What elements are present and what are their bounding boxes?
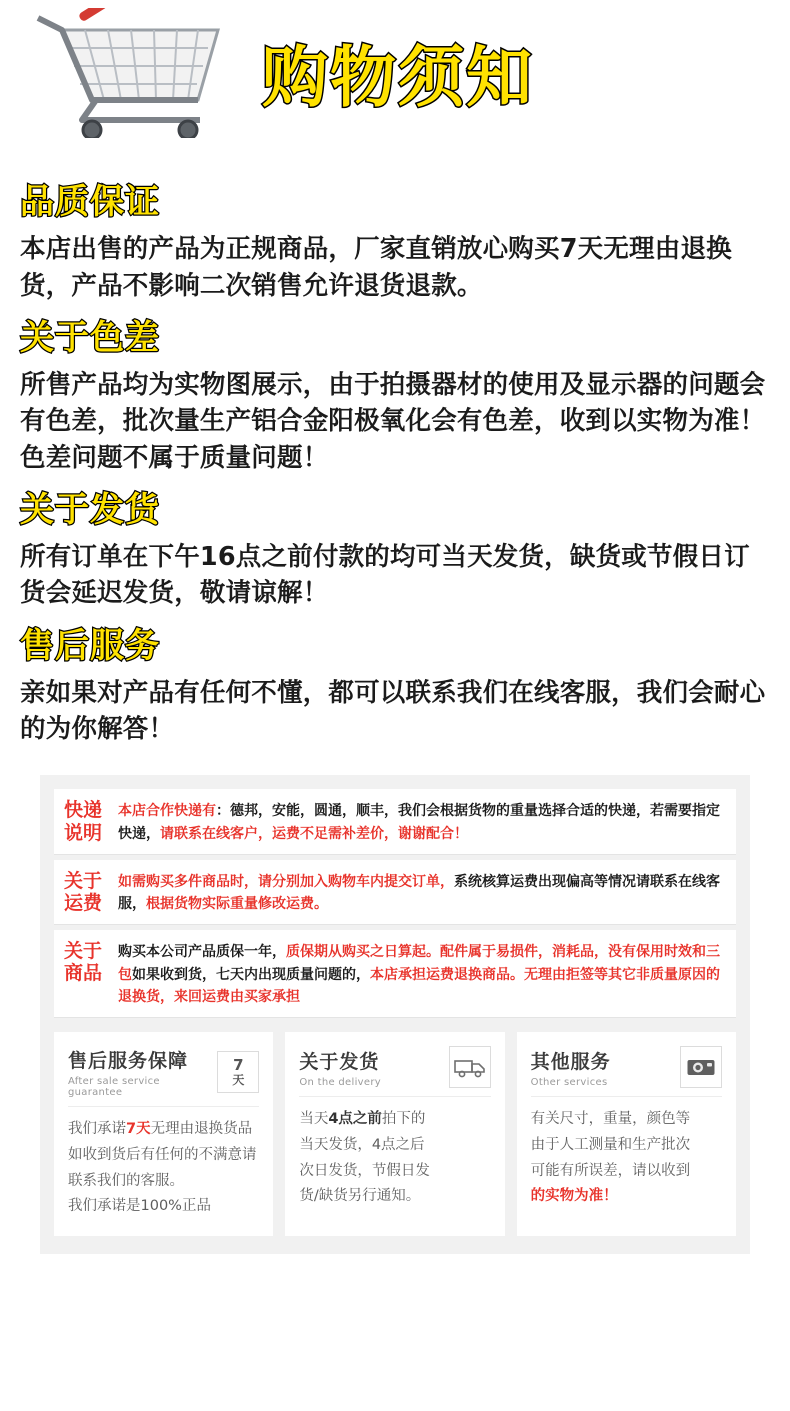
- card-titles: [68, 1046, 217, 1098]
- card-title-cn: 关于发货: [299, 1050, 380, 1073]
- row-text: 如需购买多件商品时，请分别加入购物车内提交订单，系统核算运费出现偏高等情况请联系在线客服，根据货物实际重量修改运费。: [118, 873, 720, 913]
- section-body: 所有订单在下午16点之前付款的均可当天发货，缺货或节假日订货会延迟发货，敬请谅解！: [20, 542, 750, 609]
- notice-panel: [40, 775, 750, 1254]
- notice-sections: [0, 184, 790, 747]
- section-heading: 品质保证: [20, 182, 160, 222]
- section-heading: 关于发货: [20, 489, 160, 530]
- days-badge: [217, 1051, 259, 1093]
- row-tag-line2: 商品: [64, 962, 103, 985]
- section-body: 本店出售的产品为正规商品，厂家直销放心购买7天无理由退换货，产品不影响二次销售允许退货退款。: [20, 234, 732, 301]
- card-header: [531, 1046, 722, 1097]
- card-title-en: After sale service guarantee: [68, 1076, 160, 1099]
- row-tag-line2: 说明: [64, 821, 103, 844]
- badge-unit: 天: [232, 1072, 245, 1087]
- card-titles: [531, 1047, 611, 1088]
- card-title-en: Other services: [530, 1076, 608, 1088]
- section-heading: 售后服务: [20, 625, 160, 666]
- service-cards: [54, 1032, 736, 1236]
- row-text: 购买本公司产品质保一年，质保期从购买之日算起。配件属于易损件，消耗品，没有保用时效和三包如果收到货，七天内出现质量问题的，本店承担运费退换商品。无理由拒签等其它非质量原因的退换货，来回运费由买家承担: [118, 944, 720, 1006]
- notice-row-freight: [54, 859, 736, 925]
- row-tag: [60, 797, 118, 845]
- row-tag-line1: 关于: [64, 869, 103, 892]
- card-other-services: [517, 1032, 736, 1236]
- row-tag-line1: 快递: [64, 799, 103, 822]
- section-shipping: [18, 489, 772, 612]
- card-titles: [299, 1047, 381, 1088]
- card-header: [68, 1046, 259, 1107]
- section-after-sales: [18, 625, 772, 748]
- card-title-cn: 其他服务: [530, 1050, 611, 1073]
- card-header: [299, 1046, 490, 1097]
- card-body: 我们承诺7天无理由退换货品 如收到货后有任何的不满意请 联系我们的客服。 我们承诺是100%正品: [68, 1121, 257, 1215]
- section-body: 所售产品均为实物图展示，由于拍摄器材的使用及显示器的问题会有色差，批次量生产铝合金阳极氧化会有色差，收到以实物为准！色差问题不属于质量问题！: [20, 370, 766, 473]
- card-body: 当天4点之前拍下的 当天发货，4点之后 次日发货，节假日发 货/缺货另行通知。: [299, 1111, 430, 1205]
- badge-number: 7: [233, 1055, 244, 1074]
- card-after-sale-guarantee: [54, 1032, 273, 1236]
- card-body: 有关尺寸，重量，颜色等 由于人工测量和生产批次 可能有所误差，请以收到 的实物为准！: [530, 1111, 691, 1205]
- card-delivery: [285, 1032, 504, 1236]
- shopping-cart-icon: [22, 8, 232, 138]
- row-tag-line2: 运费: [64, 892, 103, 915]
- notice-row-product: [54, 929, 736, 1018]
- row-text: 本店合作快递有：德邦，安能，圆通，顺丰，我们会根据货物的重量选择合适的快递，若需要指定快递，请联系在线客户，运费不足需补差价，谢谢配合！: [118, 803, 720, 843]
- notice-row-express: [54, 789, 736, 854]
- section-color-difference: [18, 317, 772, 476]
- section-quality: [18, 184, 772, 304]
- page-title: 购物须知: [262, 39, 534, 116]
- section-heading: 关于色差: [20, 317, 160, 358]
- row-tag: [60, 938, 118, 1009]
- card-title-en: On the delivery: [299, 1076, 381, 1088]
- row-tag: [60, 868, 118, 916]
- card-title-cn: 售后服务保障: [68, 1050, 189, 1073]
- row-tag-line1: 关于: [64, 940, 103, 963]
- camera-icon: [680, 1046, 722, 1088]
- page-header: [0, 0, 790, 160]
- section-body: 亲如果对产品有任何不懂，都可以联系我们在线客服，我们会耐心的为你解答！: [20, 677, 766, 745]
- truck-icon: [449, 1046, 491, 1088]
